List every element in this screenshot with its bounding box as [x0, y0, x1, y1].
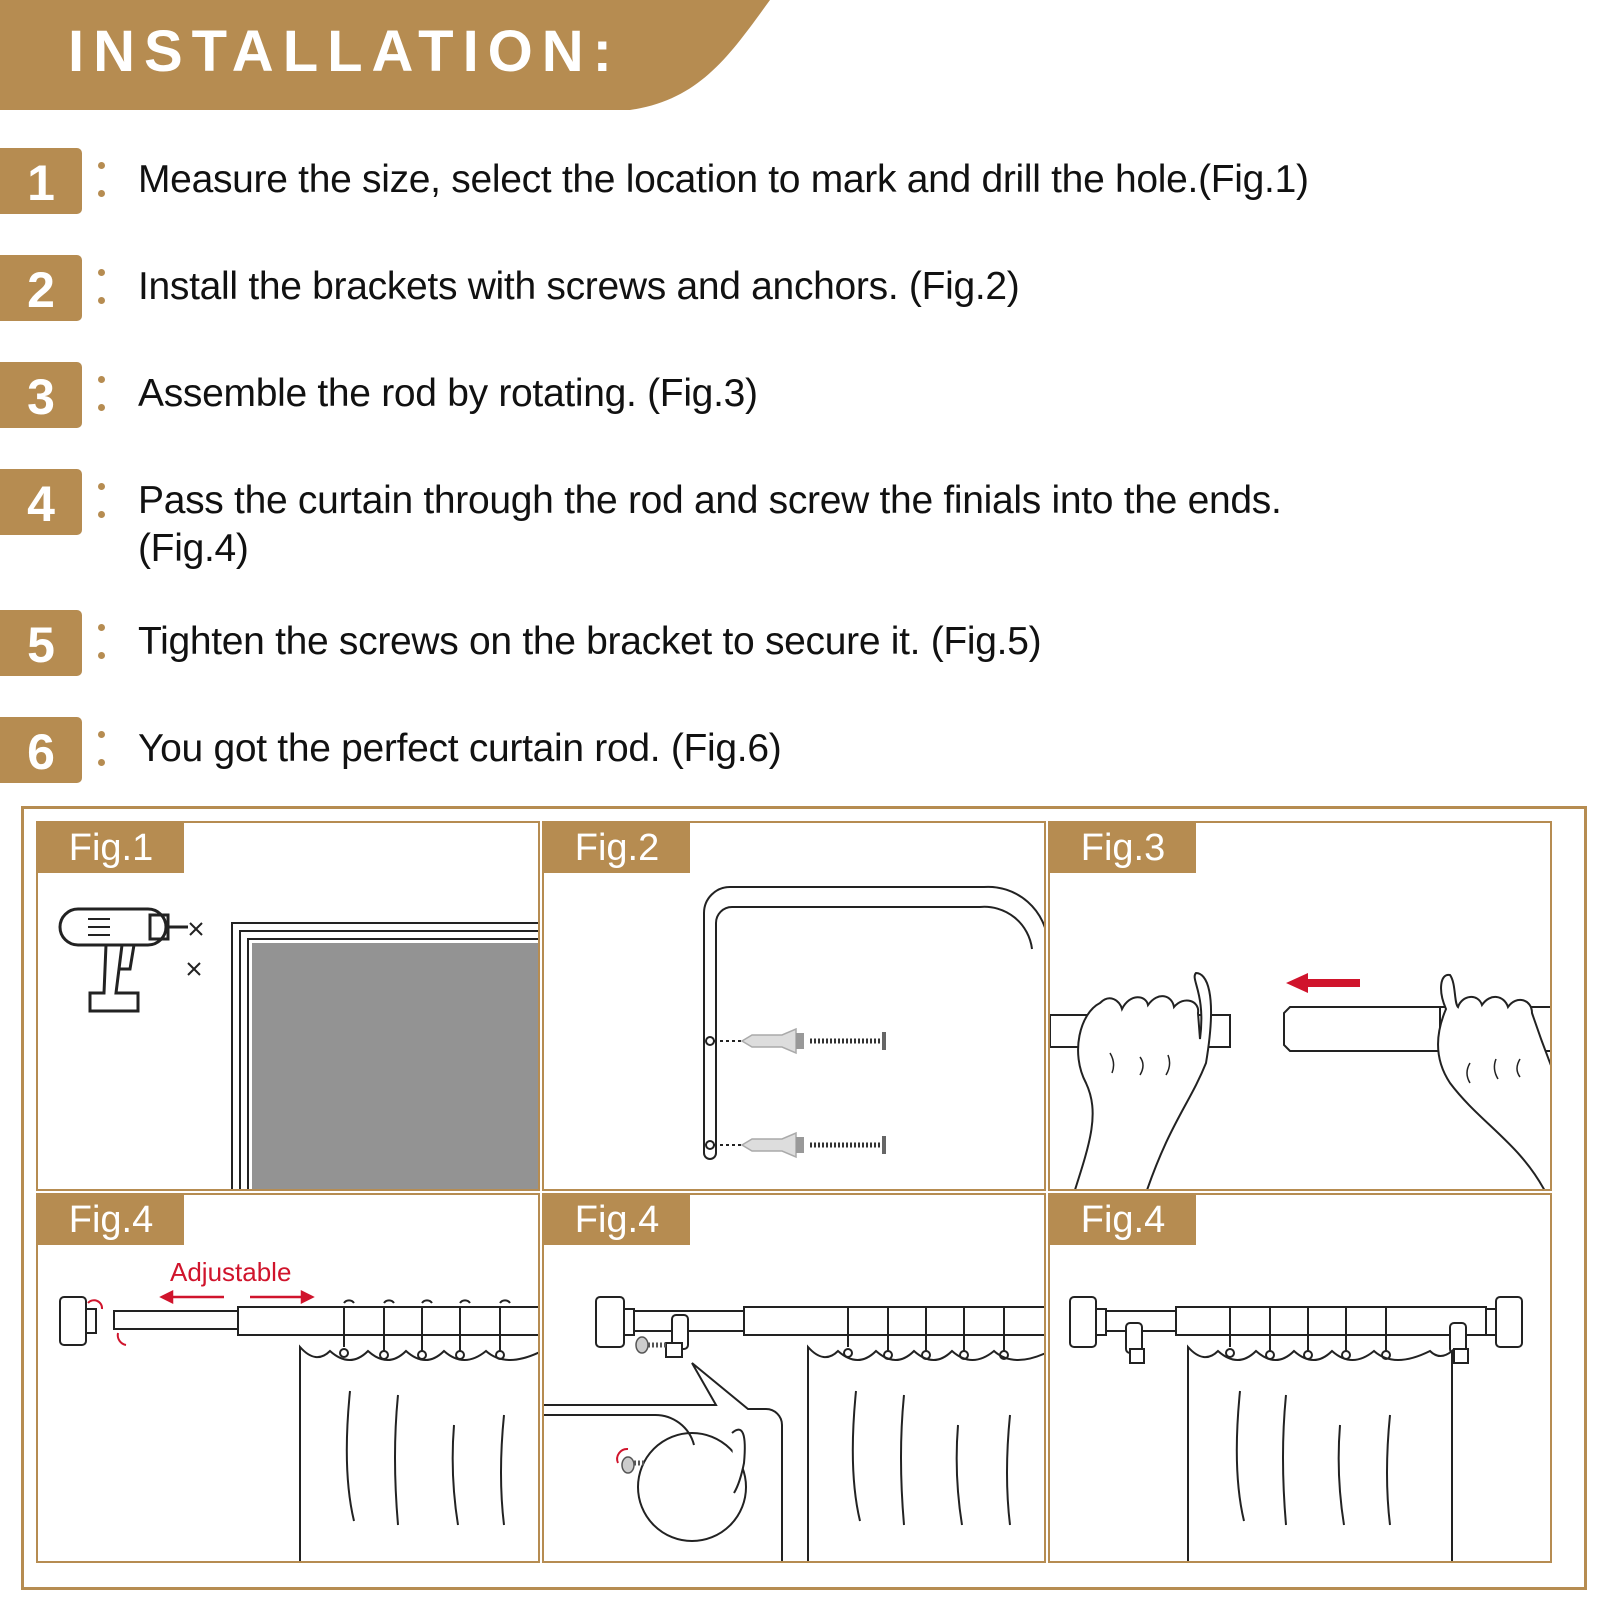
- step-4: [0, 469, 1600, 570]
- step-number-badge: 1: [0, 148, 82, 214]
- figure-label: Fig.4: [544, 1195, 690, 1245]
- figure-4a: [36, 1193, 540, 1563]
- adjustable-rod-icon: [38, 1195, 540, 1563]
- figure-label: Fig.3: [1050, 823, 1196, 873]
- figure-label: Fig.4: [38, 1195, 184, 1245]
- colon-mark: [98, 162, 106, 202]
- step-number-badge: 2: [0, 255, 82, 321]
- figures-panel: [21, 806, 1587, 1590]
- finished-curtain-rod-icon: [1050, 1195, 1552, 1563]
- step-2: [0, 255, 1600, 325]
- rod-bracket-detail-icon: [544, 1195, 1046, 1563]
- colon-mark: [98, 483, 106, 523]
- step-text: Pass the curtain through the rod and screw the finials into the ends. (Fig.4): [138, 479, 1282, 570]
- figure-label: Fig.2: [544, 823, 690, 873]
- step-3: [0, 362, 1600, 432]
- installation-banner: [0, 0, 780, 110]
- drill-and-window-icon: [38, 823, 540, 1191]
- bracket-screws-anchors-icon: [544, 823, 1046, 1191]
- page-title: INSTALLATION:: [68, 19, 621, 84]
- figure-2: [542, 821, 1046, 1191]
- hands-assembling-rod-icon: [1050, 823, 1552, 1191]
- colon-mark: [98, 269, 106, 309]
- step-number-badge: 5: [0, 610, 82, 676]
- figure-4b: [542, 1193, 1046, 1563]
- step-text: You got the perfect curtain rod. (Fig.6): [138, 727, 782, 770]
- colon-mark: [98, 731, 106, 771]
- colon-mark: [98, 376, 106, 416]
- step-number-badge: 3: [0, 362, 82, 428]
- step-5: [0, 610, 1600, 680]
- figure-label: Fig.1: [38, 823, 184, 873]
- figure-3: [1048, 821, 1552, 1191]
- colon-mark: [98, 624, 106, 664]
- step-1: [0, 148, 1600, 218]
- step-number-badge: 4: [0, 469, 82, 535]
- step-text: Tighten the screws on the bracket to secure it. (Fig.5): [138, 620, 1042, 663]
- step-6: [0, 717, 1600, 787]
- step-text: Install the brackets with screws and anchors. (Fig.2): [138, 265, 1020, 308]
- figure-4c: [1048, 1193, 1552, 1563]
- step-text: Measure the size, select the location to mark and drill the hole.(Fig.1): [138, 158, 1309, 201]
- step-text: Assemble the rod by rotating. (Fig.3): [138, 372, 758, 415]
- adjustable-label: Adjustable: [170, 1257, 292, 1287]
- figure-1: [36, 821, 540, 1191]
- figure-label: Fig.4: [1050, 1195, 1196, 1245]
- step-number-badge: 6: [0, 717, 82, 783]
